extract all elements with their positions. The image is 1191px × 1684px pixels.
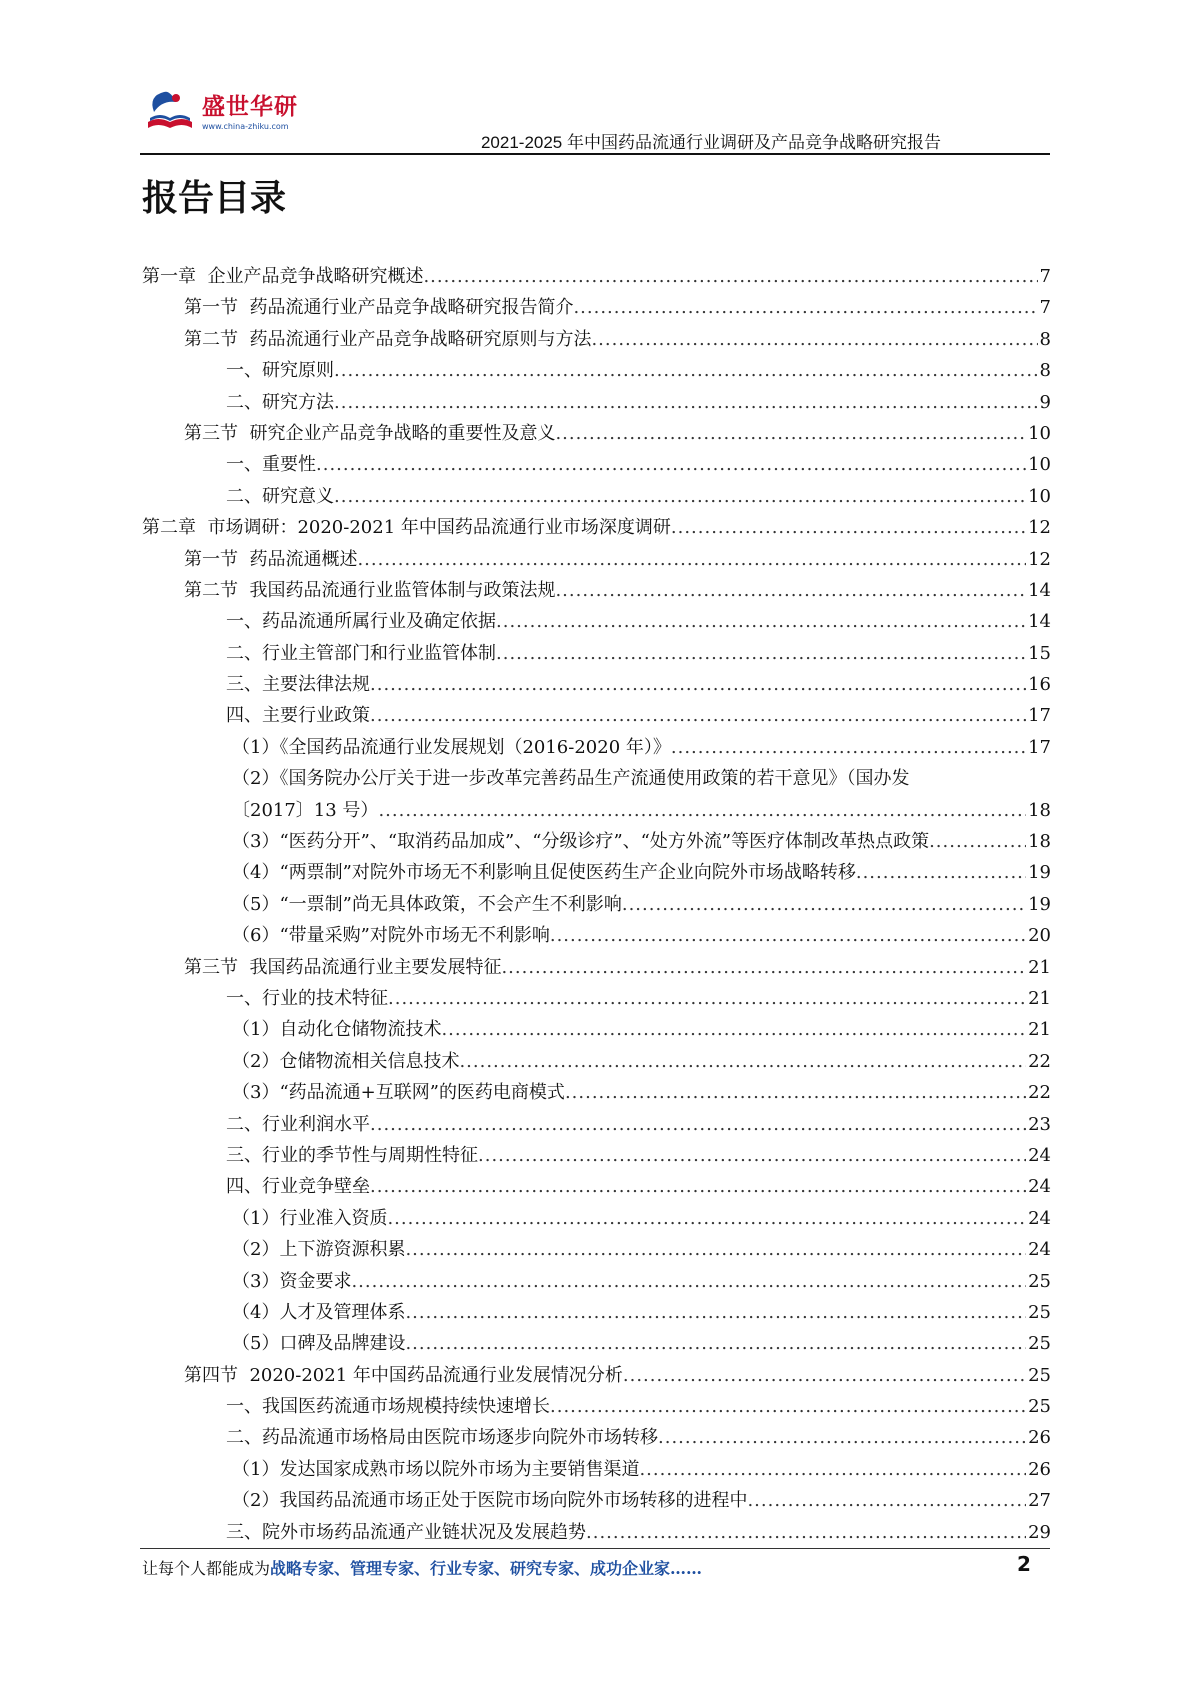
toc-entry[interactable] bbox=[0, 700, 1191, 731]
toc-entry[interactable] bbox=[0, 1297, 1191, 1328]
toc-entry[interactable] bbox=[0, 1266, 1191, 1297]
toc-entry[interactable] bbox=[0, 732, 1191, 763]
toc-entry-page: 15 bbox=[1028, 642, 1051, 664]
toc-entry-page: 8 bbox=[1039, 328, 1051, 350]
toc-dot-leader bbox=[622, 889, 1026, 920]
toc-entry-title: 二、研究意义 bbox=[226, 485, 334, 507]
toc-entry-page: 25 bbox=[1028, 1364, 1051, 1386]
toc-entry-title: 第一章 企业产品竞争战略研究概述 bbox=[142, 266, 424, 287]
logo-book-icon bbox=[140, 82, 200, 142]
toc-entry[interactable] bbox=[0, 1360, 1191, 1391]
toc-dot-leader bbox=[370, 1109, 1026, 1140]
toc-entry-page: 23 bbox=[1028, 1113, 1051, 1135]
toc-entry-title: 二、研究方法 bbox=[226, 391, 334, 413]
toc-entry-page: 10 bbox=[1028, 454, 1051, 476]
toc-dot-leader bbox=[370, 669, 1026, 700]
toc-dot-leader bbox=[496, 606, 1026, 637]
toc-entry-title: （1）自动化仓储物流技术 bbox=[232, 1019, 442, 1041]
toc-dot-leader bbox=[555, 418, 1026, 449]
toc-entry-page: 14 bbox=[1028, 611, 1051, 633]
toc-entry-title: 第二节 我国药品流通行业监管体制与政策法规 bbox=[184, 579, 556, 601]
toc-entry-title: 第二节 药品流通行业产品竞争战略研究原则与方法 bbox=[184, 328, 592, 350]
toc-entry[interactable] bbox=[0, 857, 1191, 888]
toc-dot-leader bbox=[370, 1171, 1026, 1202]
toc-entry-page: 25 bbox=[1028, 1333, 1051, 1355]
toc-entry[interactable] bbox=[0, 481, 1191, 512]
toc-entry[interactable] bbox=[0, 1077, 1191, 1108]
toc-entry[interactable] bbox=[0, 669, 1191, 700]
toc-entry[interactable] bbox=[0, 355, 1191, 386]
toc-entry-page: 10 bbox=[1028, 485, 1051, 507]
toc-entry-page: 19 bbox=[1028, 893, 1051, 915]
toc-entry-title: 第三节 我国药品流通行业主要发展特征 bbox=[184, 956, 502, 978]
toc-entry[interactable] bbox=[0, 1391, 1191, 1422]
toc-entry[interactable] bbox=[0, 418, 1191, 449]
toc-dot-leader bbox=[573, 292, 1037, 323]
logo-text: 盛世华研 bbox=[202, 94, 298, 120]
header-divider bbox=[140, 153, 1050, 155]
footer-slogan-highlight: 战略专家、管理专家、行业专家、研究专家、成功企业家…… bbox=[270, 1559, 703, 1578]
toc-dot-leader bbox=[459, 1046, 1026, 1077]
toc-entry-page: 18 bbox=[1028, 831, 1051, 853]
toc-entry-title: 一、行业的技术特征 bbox=[226, 987, 388, 1009]
toc-dot-leader bbox=[357, 544, 1026, 575]
toc-entry[interactable] bbox=[0, 512, 1191, 543]
toc-dot-leader bbox=[351, 1266, 1026, 1297]
toc-entry[interactable] bbox=[0, 763, 1191, 794]
toc-dot-leader bbox=[929, 826, 1026, 857]
toc-dot-leader bbox=[501, 952, 1026, 983]
toc-entry-title: （3）资金要求 bbox=[232, 1270, 352, 1292]
toc-entry-title: 四、行业竞争壁垒 bbox=[226, 1176, 370, 1198]
toc-entry-page: 24 bbox=[1028, 1207, 1051, 1229]
toc-entry-page: 21 bbox=[1028, 1019, 1051, 1041]
toc-entry-page: 21 bbox=[1028, 987, 1051, 1009]
page-number: 2 bbox=[1017, 1552, 1031, 1576]
toc-entry-title: 一、药品流通所属行业及确定依据 bbox=[226, 611, 496, 633]
toc-entry[interactable] bbox=[0, 1328, 1191, 1359]
toc-entry-page: 10 bbox=[1028, 422, 1051, 444]
toc-entry-title: （3）“药品流通+互联网”的医药电商模式 bbox=[232, 1082, 565, 1104]
toc-dot-leader bbox=[550, 920, 1026, 951]
toc-dot-leader bbox=[586, 1517, 1026, 1548]
toc-entry-page: 12 bbox=[1028, 517, 1051, 539]
toc-entry[interactable] bbox=[0, 544, 1191, 575]
toc-entry-title: （2）仓储物流相关信息技术 bbox=[232, 1050, 460, 1072]
toc-entry-title: 四、主要行业政策 bbox=[226, 705, 370, 727]
toc-entry-title: 第三节 研究企业产品竞争战略的重要性及意义 bbox=[184, 422, 556, 444]
toc-dot-leader bbox=[856, 857, 1026, 888]
toc-entry-title: （4）人才及管理体系 bbox=[232, 1301, 406, 1323]
toc-entry[interactable] bbox=[0, 889, 1191, 920]
toc-entry-page: 20 bbox=[1028, 925, 1051, 947]
toc-dot-leader bbox=[378, 795, 1026, 826]
toc-entry-title: （2）上下游资源积累 bbox=[232, 1239, 406, 1261]
toc-dot-leader bbox=[405, 1234, 1026, 1265]
toc-entry[interactable] bbox=[0, 795, 1191, 826]
toc-dot-leader bbox=[565, 1077, 1026, 1108]
toc-entry[interactable] bbox=[0, 826, 1191, 857]
toc-entry[interactable] bbox=[0, 920, 1191, 951]
toc-entry[interactable] bbox=[0, 1203, 1191, 1234]
toc-dot-leader bbox=[405, 1328, 1026, 1359]
toc-entry-title: 二、行业主管部门和行业监管体制 bbox=[226, 642, 496, 664]
toc-entry-title: 三、主要法律法规 bbox=[226, 674, 370, 696]
toc-dot-leader bbox=[370, 700, 1026, 731]
toc-entry-title: 三、行业的季节性与周期性特征 bbox=[226, 1144, 478, 1166]
toc-dot-leader bbox=[334, 355, 1038, 386]
toc-entry[interactable] bbox=[0, 1234, 1191, 1265]
toc-entry-page: 22 bbox=[1028, 1082, 1051, 1104]
toc-dot-leader bbox=[334, 481, 1026, 512]
toc-dot-leader bbox=[623, 1360, 1026, 1391]
toc-dot-leader bbox=[671, 512, 1026, 543]
toc-entry[interactable] bbox=[0, 1109, 1191, 1140]
toc-entry-page: 18 bbox=[1028, 799, 1051, 821]
toc-entry-page: 26 bbox=[1028, 1458, 1051, 1480]
toc-entry[interactable] bbox=[0, 983, 1191, 1014]
toc-entry-page: 7 bbox=[1039, 297, 1051, 319]
toc-entry-page: 24 bbox=[1028, 1239, 1051, 1261]
toc-dot-leader bbox=[550, 1391, 1026, 1422]
toc-entry-page: 27 bbox=[1028, 1490, 1051, 1512]
toc-dot-leader bbox=[316, 449, 1026, 480]
toc-dot-leader bbox=[478, 1140, 1026, 1171]
toc-dot-leader bbox=[441, 1014, 1026, 1045]
toc-entry-title: 一、研究原则 bbox=[226, 360, 334, 382]
toc-entry-page: 24 bbox=[1028, 1144, 1051, 1166]
toc-dot-leader bbox=[658, 1422, 1026, 1453]
toc-entry-title: 二、行业利润水平 bbox=[226, 1113, 370, 1135]
toc-entry-page: 17 bbox=[1028, 736, 1051, 758]
report-title: 2021-2025 年中国药品流通行业调研及产品竞争战略研究报告 bbox=[480, 133, 941, 152]
toc-entry-title: （1）《全国药品流通行业发展规划（2016-2020 年）》 bbox=[232, 736, 671, 758]
toc-entry[interactable] bbox=[0, 1046, 1191, 1077]
toc-entry-title: （2）我国药品流通市场正处于医院市场向院外市场转移的进程中 bbox=[232, 1490, 748, 1512]
toc-entry-title: 〔2017〕13 号） bbox=[232, 799, 379, 821]
toc-dot-leader bbox=[387, 1203, 1026, 1234]
table-of-contents bbox=[0, 261, 1191, 1548]
toc-entry-page: 25 bbox=[1028, 1270, 1051, 1292]
toc-entry-page: 19 bbox=[1028, 862, 1051, 884]
toc-entry-title: 二、药品流通市场格局由医院市场逐步向院外市场转移 bbox=[226, 1427, 658, 1449]
toc-dot-leader bbox=[405, 1297, 1026, 1328]
footer-slogan-prefix: 让每个人都能成为 bbox=[142, 1559, 271, 1578]
toc-entry[interactable] bbox=[0, 292, 1191, 323]
toc-entry-title: （3）“医药分开”、“取消药品加成”、“分级诊疗”、“处方外流”等医疗体制改革热点政策 bbox=[232, 831, 930, 853]
toc-entry-page: 8 bbox=[1039, 360, 1051, 382]
company-logo bbox=[140, 82, 320, 142]
toc-dot-leader bbox=[639, 1454, 1026, 1485]
toc-entry-title: （1）行业准入资质 bbox=[232, 1207, 388, 1229]
toc-entry-title: 第一节 药品流通行业产品竞争战略研究报告简介 bbox=[184, 297, 574, 319]
toc-entry[interactable] bbox=[0, 638, 1191, 669]
toc-entry[interactable] bbox=[0, 387, 1191, 418]
toc-dot-leader bbox=[388, 983, 1026, 1014]
toc-entry-page: 25 bbox=[1028, 1396, 1051, 1418]
toc-entry-title: 第二章 市场调研：2020-2021 年中国药品流通行业市场深度调研 bbox=[142, 517, 671, 539]
toc-entry-page: 25 bbox=[1028, 1301, 1051, 1323]
toc-entry-page: 21 bbox=[1028, 956, 1051, 978]
toc-entry[interactable] bbox=[0, 606, 1191, 637]
toc-entry-page: 26 bbox=[1028, 1427, 1051, 1449]
toc-entry[interactable] bbox=[0, 1485, 1191, 1516]
toc-entry-title: （4）“两票制”对院外市场无不利影响且促使医药生产企业向院外市场战略转移 bbox=[232, 862, 856, 884]
toc-dot-leader bbox=[591, 324, 1037, 355]
toc-entry-title: （5）“一票制”尚无具体政策，不会产生不利影响 bbox=[232, 893, 622, 915]
toc-entry[interactable] bbox=[0, 1517, 1191, 1548]
toc-entry[interactable] bbox=[0, 1422, 1191, 1453]
toc-entry[interactable] bbox=[0, 261, 1191, 292]
toc-entry[interactable] bbox=[0, 449, 1191, 480]
toc-entry-title: （1）发达国家成熟市场以院外市场为主要销售渠道 bbox=[232, 1458, 640, 1480]
logo-url: www.china-zhiku.com bbox=[202, 122, 289, 131]
toc-entry[interactable] bbox=[0, 1014, 1191, 1045]
toc-entry-title: （6）“带量采购”对院外市场无不利影响 bbox=[232, 925, 550, 947]
toc-entry-page: 14 bbox=[1028, 579, 1051, 601]
toc-entry-page: 16 bbox=[1028, 674, 1051, 696]
toc-entry[interactable] bbox=[0, 575, 1191, 606]
toc-dot-leader bbox=[555, 575, 1026, 606]
toc-entry[interactable] bbox=[0, 952, 1191, 983]
toc-dot-leader bbox=[747, 1485, 1026, 1516]
toc-entry-title: 一、我国医药流通市场规模持续快速增长 bbox=[226, 1396, 550, 1418]
toc-entry-page: 12 bbox=[1028, 548, 1051, 570]
toc-entry-title: 第四节 2020-2021 年中国药品流通行业发展情况分析 bbox=[184, 1364, 623, 1386]
page-header bbox=[0, 0, 1191, 160]
toc-dot-leader bbox=[423, 261, 1037, 292]
toc-entry[interactable] bbox=[0, 1454, 1191, 1485]
toc-entry[interactable] bbox=[0, 1171, 1191, 1202]
toc-entry-page: 29 bbox=[1028, 1521, 1051, 1543]
footer-divider bbox=[140, 1548, 1050, 1549]
footer-slogan bbox=[142, 1556, 702, 1579]
toc-entry-page: 22 bbox=[1028, 1050, 1051, 1072]
toc-entry[interactable] bbox=[0, 324, 1191, 355]
toc-entry-title: （5）口碑及品牌建设 bbox=[232, 1333, 406, 1355]
toc-entry-title: 一、重要性 bbox=[226, 454, 316, 476]
toc-dot-leader bbox=[334, 387, 1038, 418]
toc-entry-title: （2）《国务院办公厅关于进一步改革完善药品生产流通使用政策的若干意见》（国办发 bbox=[232, 768, 910, 790]
toc-entry-page: 24 bbox=[1028, 1176, 1051, 1198]
toc-entry-title: 第一节 药品流通概述 bbox=[184, 548, 358, 570]
toc-entry[interactable] bbox=[0, 1140, 1191, 1171]
toc-entry-page: 17 bbox=[1028, 705, 1051, 727]
toc-entry-title: 三、院外市场药品流通产业链状况及发展趋势 bbox=[226, 1521, 586, 1543]
toc-heading: 报告目录 bbox=[142, 178, 287, 219]
toc-dot-leader bbox=[496, 638, 1026, 669]
toc-entry-page: 7 bbox=[1039, 266, 1051, 287]
toc-entry-page: 9 bbox=[1039, 391, 1051, 413]
toc-dot-leader bbox=[671, 732, 1026, 763]
